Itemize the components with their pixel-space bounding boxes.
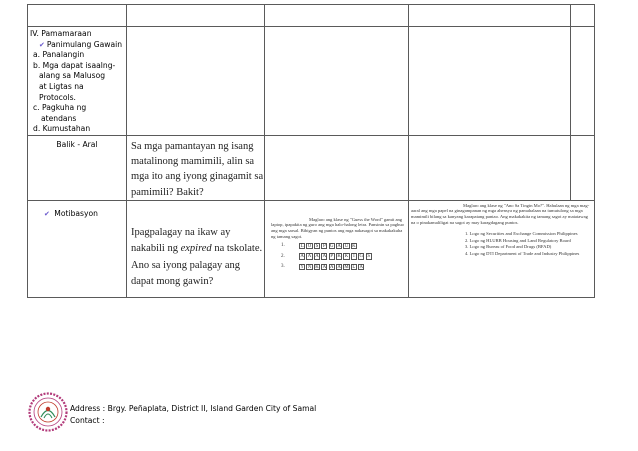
word-puzzle-row [271,253,405,259]
letter-box: A [307,254,312,260]
guess-the-word-instructions: Maglaro ang klase ng "Guess the Word" gamit ang laptop, ipapakita ng guro ang mga halo-halong letra. Pansinin sa pagbuo ang mga sarsal. Bibigyan ng puntos ang mga nakasagot sa makakakuha ng tamang sagot. [271,216,404,239]
word-puzzle-list [271,243,405,270]
letter-box: Y [300,264,304,270]
procedure-item: Protocols. [39,92,76,102]
letter-box: L [352,264,356,270]
letter-box: K [344,254,349,260]
procedure-item: at Ligtas na [39,81,84,91]
table-row [28,5,595,27]
motibasyon-cell [28,200,127,297]
logo-list-item: 3. Logo ng Bureau of Food and Drugs (BFAD) [465,244,552,250]
table-cell [127,5,265,27]
procedures-heading: IV. Pamamaraan [30,29,92,38]
letter-box: I [351,253,357,259]
balik-aral-question-cell [127,135,265,200]
word-puzzle-row [271,264,405,270]
letter-box: K [315,264,319,270]
table-cell [571,27,595,136]
word-puzzle-row [271,243,405,249]
letter-box: O [307,244,312,250]
letter-box: P [330,254,334,260]
logo-list-item: 1. Logo ng Securities and Exchange Commission Philippines [465,231,578,237]
balik-aral-label: Balik - Aral [56,139,98,149]
logo-list [465,231,591,256]
logo-list-item: 4. Logo ng DTI Department of Trade and Industry Philippines [465,250,580,256]
procedure-item: atendans [41,113,77,123]
table-cell [409,5,571,27]
letter-box: A [322,254,327,260]
checkmark-icon: ✔ [44,209,50,218]
checkmark-icon: ✔ [39,40,45,49]
table-cell [127,27,265,136]
logo-activity-instructions: Maglaro ang klase ng "Ano Sa Tingin Mo?". Hahulaan ng mga mag-aaral ang mga papel na ginagampanan ng mga ahensya ng pamahalaan na tumutulong sa mga mamimili bilang sa kanyang karapatang pantao. Ang makakakita ng tamang sagot ay matatawag na o pinakamaliligat na sagot ay may karagdagang puntos. [411,202,590,225]
table-cell [571,5,595,27]
letter-box: A [337,264,341,270]
motibasyon-label-row [28,201,126,218]
word-number: 3. [281,264,285,270]
letter-box: S [367,254,370,260]
procedure-item: a. Panalangin [33,50,85,60]
balik-aral-question: Sa mga pamantayan ng isang matalinong mamimili, alin sa mga ito ang iyong ginagamit sa pamimili? Bakit? [131,140,264,198]
procedure-item: c. Pagkuha ng [33,103,87,113]
lesson-plan-table [27,4,595,298]
letter-box: G [359,254,363,260]
table-cell [265,135,409,200]
logo-list-item: 2. Logo ng HLURB Housing and Land Regulatory Board [465,237,571,243]
letter-box: M [344,264,349,270]
letter-box: K [337,254,341,260]
word-number: 2. [281,253,285,259]
letter-box: K [352,244,356,250]
letter-box: A [337,244,341,250]
letter-box: N [307,264,312,270]
procedure-item: b. Mga dapat isaalng- [33,60,116,70]
procedures-cell [28,27,127,136]
letter-box: L [300,244,304,250]
table-cell [265,5,409,27]
letter-box: A [322,264,327,270]
table-cell [28,5,127,27]
table-cell [265,27,409,136]
procedure-item: alang sa Malusog [39,71,106,81]
address-line: Address : Brgy. Peñaplata, District II, Island Garden City of Samal [70,404,317,413]
page-footer [0,385,638,451]
letter-box: A [315,254,319,260]
procedure-item: d. Kumustahan [33,124,91,134]
procedure-item: ✔ Panimulang Gawain [39,39,123,49]
table-cell [409,135,571,200]
guess-the-word-cell [265,200,409,297]
table-row [28,27,595,136]
address-block [70,403,316,427]
table-cell [571,135,595,200]
letter-box: A [329,264,334,270]
letter-box: A [300,254,304,260]
logo-activity-cell [409,200,595,297]
table-row [28,135,595,200]
motibasyon-question: Ipagpalagay na ikaw ay nakabili ng expired na tskolate. Ano sa iyong palagay ang dapat mong gawin? [131,226,263,288]
letter-box: U [344,244,349,250]
contact-line: Contact : [70,416,105,425]
motibasyon-question-cell [127,200,265,297]
letter-box: S [315,244,319,250]
word-number: 1. [281,243,285,249]
balik-aral-cell [28,135,127,200]
school-seal-icon [28,392,68,432]
letter-box: G [329,244,334,250]
letter-box: P [322,244,326,250]
letter-box: A [359,264,363,270]
motibasyon-label: Motibasyon [54,208,98,218]
table-cell [409,27,571,136]
table-row [28,200,595,297]
